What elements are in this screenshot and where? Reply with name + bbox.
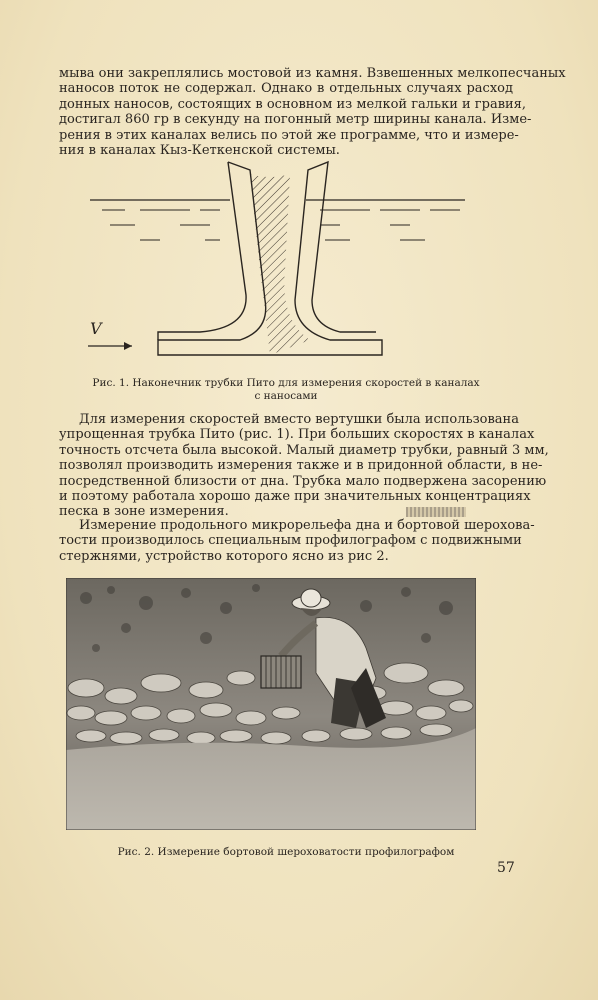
profilograph-photo [66,578,476,830]
text-line: песка в зоне измерения. [59,504,513,519]
velocity-label: V [90,319,102,338]
text-line: Для измерения скоростей вместо вертушки была использована [79,412,519,427]
paragraph-2 [59,412,549,520]
figure-2-caption: Рис. 2. Измерение бортовой шероховатости профилографом [117,846,455,858]
text-line: упрощенная трубка Пито (рис. 1). При больших скоростях в каналах [59,427,535,443]
text-line: ния в каналах Кыз-Кеткенской системы. [59,143,340,159]
profilograph-device [261,656,301,688]
caption-line: Рис. 1. Наконечник трубки Пито для измерения скоростей в каналах [92,377,480,389]
text-line: позволял производить измерения также и в придонной области, в не- [59,458,543,474]
pitot-tube-figure [80,150,480,370]
text-line: мыва они закреплялись мостовой из камня. Взвешенных мелкопесчаных [59,66,566,81]
paragraph-3 [59,518,535,564]
figure-1-caption [59,377,513,403]
text-line: и поэтому работала хорошо даже при значительных концентрациях [59,489,531,505]
paragraph-1 [59,66,566,159]
text-line: донных наносов, состоящих в основном из мелкой гальки и гравия, [59,96,527,112]
text-line: Измерение продольного микрорельефа дна и бортовой шероховa- [79,518,535,533]
ink-smudge [406,507,466,517]
text-line: тости производилось специальным профилографом с подвижными [59,533,522,549]
text-line: рения в этих каналах велись по этой же программе, что и измере- [59,127,519,143]
text-line: наносов поток не содержал. Однако в отдельных случаях расход [59,81,513,97]
text-line: точность отсчета была высокой. Малый диаметр трубки, равный 3 мм, [59,442,549,458]
tube-outline-left [158,162,246,340]
caption-line: с наносами [254,390,318,402]
page-number: 57 [497,860,515,876]
text-line: стержнями, устройство которого ясно из рис 2. [59,548,389,564]
arrow-head-icon [124,342,132,350]
text-line: достигал 860 гр в секунду на погонный метр ширины канала. Изме- [59,112,532,128]
text-line: посредственной близости от дна. Трубка мало подвержена засорению [59,473,547,489]
